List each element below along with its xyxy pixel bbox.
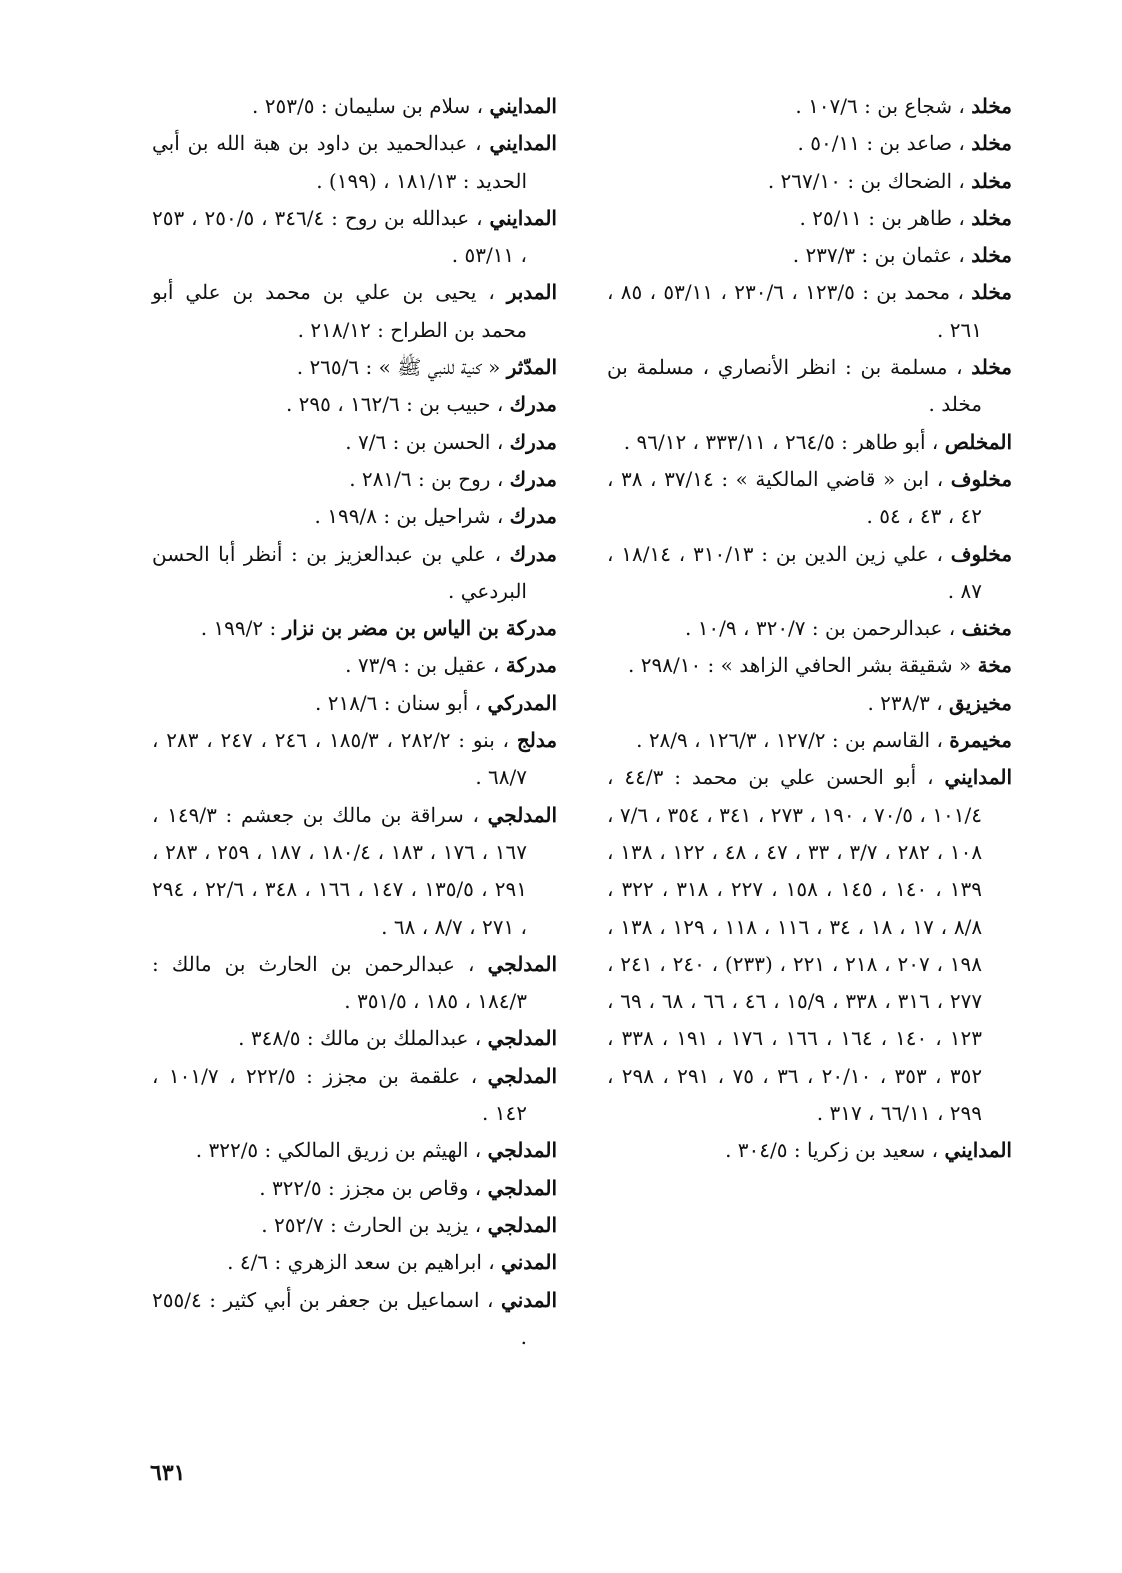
entry-headword: مدرك bbox=[509, 392, 557, 417]
entry-headword: المدايني bbox=[489, 205, 557, 230]
entry-headword: مخلد bbox=[971, 243, 1012, 268]
entry-references: ، عقيل بن : ٧٣/٩ . bbox=[345, 653, 500, 678]
entry-references: ، وقاص بن مجزز : ٣٢٢/٥ . bbox=[259, 1175, 482, 1200]
index-entry bbox=[152, 125, 557, 200]
index-entry bbox=[607, 88, 1012, 125]
index-entry bbox=[152, 946, 557, 1021]
index-entry bbox=[152, 498, 557, 535]
entry-references: ، علقمة بن مجزز : ٢٢٢/٥ ، ١٠١/٧ ، ١٤٢ . bbox=[152, 1063, 527, 1126]
index-entry bbox=[152, 424, 557, 461]
index-entry bbox=[607, 722, 1012, 759]
entry-references: ، حبيب بن : ١٦٢/٦ ، ٢٩٥ . bbox=[285, 392, 504, 417]
entry-headword: المدلجي bbox=[487, 802, 558, 827]
index-entry bbox=[152, 461, 557, 498]
index-entry bbox=[152, 685, 557, 722]
entry-references: ، ابن « قاضي المالكية » : ٣٧/١٤ ، ٣٨ ، ٤٢ ، ٤٣ ، ٥٤ . bbox=[607, 466, 982, 529]
entry-headword: مخلد bbox=[971, 94, 1012, 118]
entry-references: ، بنو : ٢٨٢/٢ ، ١٨٥/٣ ، ٢٤٦ ، ٢٤٧ ، ٢٨٣ ، ٦٨/٧ . bbox=[152, 728, 527, 790]
entry-references: ، الضحاك بن : ٢٦٧/١٠ . bbox=[767, 168, 965, 193]
entry-headword: المدلجي bbox=[487, 1175, 557, 1200]
index-entry bbox=[152, 1207, 557, 1244]
entry-references: ، علي بن عبدالعزيز بن : أنظر أبا الحسن البردعي . bbox=[152, 541, 527, 603]
entry-headword: مدرك bbox=[509, 504, 557, 529]
entry-headword: المدايني bbox=[489, 94, 557, 118]
entry-headword: مدلج bbox=[516, 728, 558, 753]
entry-headword: المخلص bbox=[944, 429, 1012, 454]
entry-references: : ١٩٩/٢ . bbox=[200, 616, 277, 641]
index-entry bbox=[607, 647, 1012, 684]
entry-headword: مخلوف bbox=[950, 541, 1013, 566]
index-entry bbox=[607, 200, 1012, 237]
entry-headword: مخيزيق bbox=[949, 690, 1012, 715]
index-entry bbox=[607, 536, 1012, 611]
entry-headword: مدرك bbox=[509, 466, 557, 491]
entry-references: ، الحسن بن : ٧/٦ . bbox=[345, 429, 504, 454]
index-entry bbox=[152, 386, 557, 423]
index-entry bbox=[607, 237, 1012, 274]
index-entry bbox=[607, 163, 1012, 200]
index-entry bbox=[152, 1020, 557, 1057]
entry-headword: المدايني bbox=[944, 1138, 1012, 1163]
entry-references: ، يزيد بن الحارث : ٢٥٢/٧ . bbox=[261, 1212, 482, 1237]
index-entry bbox=[607, 274, 1012, 349]
entry-references: ، شجاع بن : ١٠٧/٦ . bbox=[795, 94, 965, 118]
entry-references: ، عثمان بن : ٢٣٧/٣ . bbox=[792, 243, 965, 268]
entry-references: « شقيقة بشر الحافي الزاهد » : ٢٩٨/١٠ . bbox=[628, 653, 972, 678]
entry-references: ، عبدالرحمن بن الحارث بن مالك : ١٨٤/٣ ، ١٨٥ ، ٣٥١/٥ . bbox=[152, 951, 527, 1014]
entry-headword: المدركي bbox=[487, 690, 557, 715]
entry-references: ، ابراهيم بن سعد الزهري : ٤/٦ . bbox=[227, 1250, 495, 1275]
entry-headword: مخنف bbox=[961, 616, 1012, 641]
index-entry bbox=[607, 685, 1012, 722]
entry-references: ، عبدالملك بن مالك : ٣٤٨/٥ . bbox=[238, 1026, 482, 1051]
index-entry bbox=[607, 1132, 1012, 1169]
entry-headword: المدلجي bbox=[487, 1138, 557, 1163]
index-entry bbox=[152, 610, 557, 647]
index-entry bbox=[152, 200, 557, 275]
index-entry bbox=[152, 1244, 557, 1281]
entry-references: ، سراقة بن مالك بن جعشم : ١٤٩/٣ ، ١٦٧ ، ١٧٦ ، ١٨٣ ، ١٨٠/٤ ، ١٨٧ ، ٢٥٩ ، ٢٨٣ ، ٢٩١ ، ١٣٥/٥ ، ١٤٧ ، ١٦٦ ، ٣٤٨ ، ٢٢/٦ ، ٢٩٤ ، ٢٧١ ، ٨/٧ ، ٦٨ . bbox=[152, 802, 528, 939]
entry-references: ، عبدالرحمن بن : ٣٢٠/٧ ، ١٠/٩ . bbox=[684, 616, 956, 641]
entry-references: ، أبو طاهر : ٢٦٤/٥ ، ٣٣٣/١١ ، ٩٦/١٢ . bbox=[623, 429, 939, 454]
entry-references: ، القاسم بن : ١٢٧/٢ ، ١٢٦/٣ ، ٢٨/٩ . bbox=[636, 728, 943, 753]
entry-references: ، أبو سنان : ٢١٨/٦ . bbox=[314, 690, 482, 715]
index-entry bbox=[607, 424, 1012, 461]
page-number: ٦٣١ bbox=[150, 1460, 186, 1486]
entry-references: ، شراحيل بن : ١٩٩/٨ . bbox=[314, 504, 504, 529]
index-entry bbox=[607, 349, 1012, 424]
entry-headword: مدرك bbox=[509, 429, 557, 454]
entry-references: ، صاعد بن : ٥٠/١١ . bbox=[797, 131, 965, 156]
entry-headword: المدبر bbox=[506, 280, 557, 305]
entry-references: ، عبدالحميد بن داود بن هبة الله بن أبي الحديد : ١٨١/١٣ ، (١٩٩) . bbox=[152, 131, 527, 193]
entry-headword: مخلوف bbox=[950, 466, 1013, 491]
index-entry bbox=[152, 1282, 557, 1357]
entry-headword: المدايني bbox=[944, 765, 1013, 790]
entry-headword: المدلجي bbox=[487, 1212, 557, 1237]
entry-headword: المدلجي bbox=[487, 951, 557, 976]
index-entry bbox=[607, 759, 1012, 1132]
index-entry bbox=[152, 647, 557, 684]
index-entry bbox=[152, 1132, 557, 1169]
entry-references: « كنية للنبي ﷺ » : ٢٦٥/٦ . bbox=[296, 355, 501, 380]
index-entry bbox=[152, 349, 557, 386]
entry-headword: المدني bbox=[501, 1250, 557, 1275]
entry-headword: المدلجي bbox=[487, 1063, 558, 1088]
entry-references: ، علي زين الدين بن : ٣١٠/١٣ ، ١٨/١٤ ، ٨٧ . bbox=[607, 541, 982, 603]
index-entry bbox=[152, 274, 557, 349]
entry-references: ، أبو الحسن علي بن محمد : ٤٤/٣ ، ١٠١/٤ ، ٧٠/٥ ، ١٩٠ ، ٢٧٣ ، ٣٤١ ، ٣٥٤ ، ٧/٦ ، ١٠٨ ، ٢٨٢ ، ٣/٧ ، ٣٣ ، ٤٧ ، ٤٨ ، ١٢٢ ، ١٣٨ ، ١٣٩ ، ١٤٠ ، ١٤٥ ، ١٥٨ ، ٢٢٧ ، ٣١٨ ، ٣٢٢ ، ٨/٨ ، ١٧ ، ١٨ ، ٣٤ ، ١١٦ ، ١١٨ ، ١٢٩ ، ١٣٨ ، ١٩٨ ، ٢٠٧ ، ٢١٨ ، ٢٢١ ، (٢٣٣) ، ٢٤٠ ، ٢٤١ ، ٢٧٧ ، ٣١٦ ، ٣٣٨ ، ١٥/٩ ، ٤٦ ، ٦٦ ، ٦٨ ، ٦٩ ، ١٢٣ ، ١٤٠ ، ١٦٤ ، ١٦٦ ، ١٧٦ ، ١٩١ ، ٣٣٨ ، ٣٥٢ ، ٣٥٣ ، ٢٠/١٠ ، ٣٦ ، ٧٥ ، ٢٩١ ، ٢٩٨ ، ٢٩٩ ، ٦٦/١١ ، ٣١٧ . bbox=[607, 765, 983, 1126]
entry-references: ، يحيى بن علي بن محمد بن علي أبو محمد بن الطراح : ٢١٨/١٢ . bbox=[152, 280, 527, 342]
index-entry bbox=[152, 536, 557, 611]
index-entry bbox=[152, 1170, 557, 1207]
entry-headword: مدرك bbox=[509, 541, 558, 566]
index-entry bbox=[152, 722, 557, 797]
entry-references: ، مسلمة بن : انظر الأنصاري ، مسلمة بن مخلد . bbox=[607, 355, 982, 417]
entry-references: ، روح بن : ٢٨١/٦ . bbox=[349, 466, 504, 491]
index-column-left bbox=[152, 88, 557, 1356]
index-column-right bbox=[607, 88, 1012, 1170]
entry-headword: مخلد bbox=[971, 355, 1013, 380]
index-entry bbox=[607, 125, 1012, 162]
entry-references: ، الهيثم بن زريق المالكي : ٣٢٢/٥ . bbox=[195, 1138, 482, 1163]
entry-headword: مخلد bbox=[971, 168, 1012, 193]
entry-headword: مخلد bbox=[971, 205, 1012, 230]
entry-references: ، محمد بن : ١٢٣/٥ ، ٢٣٠/٦ ، ٥٣/١١ ، ٨٥ ، ٢٦١ . bbox=[607, 280, 982, 342]
entry-headword: مدركة بن الياس بن مضر بن نزار bbox=[282, 616, 557, 641]
entry-headword: المدّثر bbox=[506, 355, 557, 380]
entry-references: ، سلام بن سليمان : ٢٥٣/٥ . bbox=[252, 94, 484, 118]
index-entry bbox=[152, 797, 557, 946]
index-entry bbox=[607, 610, 1012, 647]
entry-headword: مدركة bbox=[505, 653, 557, 678]
entry-references: ، اسماعيل بن جعفر بن أبي كثير : ٢٥٥/٤ . bbox=[152, 1287, 527, 1349]
entry-headword: مخلد bbox=[971, 280, 1012, 305]
entry-references: ، عبدالله بن روح : ٣٤٦/٤ ، ٢٥٠/٥ ، ٢٥٣ ، ٥٣/١١ . bbox=[152, 205, 527, 268]
index-entry bbox=[152, 1058, 557, 1133]
index-entry bbox=[152, 88, 557, 125]
index-entry bbox=[607, 461, 1012, 536]
entry-headword: المدني bbox=[501, 1287, 557, 1312]
entry-headword: مخلد bbox=[971, 131, 1012, 156]
entry-references: ، طاهر بن : ٢٥/١١ . bbox=[799, 205, 965, 230]
entry-headword: المدلجي bbox=[487, 1026, 557, 1051]
entry-headword: مخيمرة bbox=[949, 728, 1012, 753]
entry-references: ، ٢٣٨/٣ . bbox=[867, 690, 943, 715]
entry-headword: المدايني bbox=[489, 131, 557, 156]
entry-references: ، سعيد بن زكريا : ٣٠٤/٥ . bbox=[725, 1138, 939, 1163]
entry-headword: مخة bbox=[977, 653, 1012, 678]
